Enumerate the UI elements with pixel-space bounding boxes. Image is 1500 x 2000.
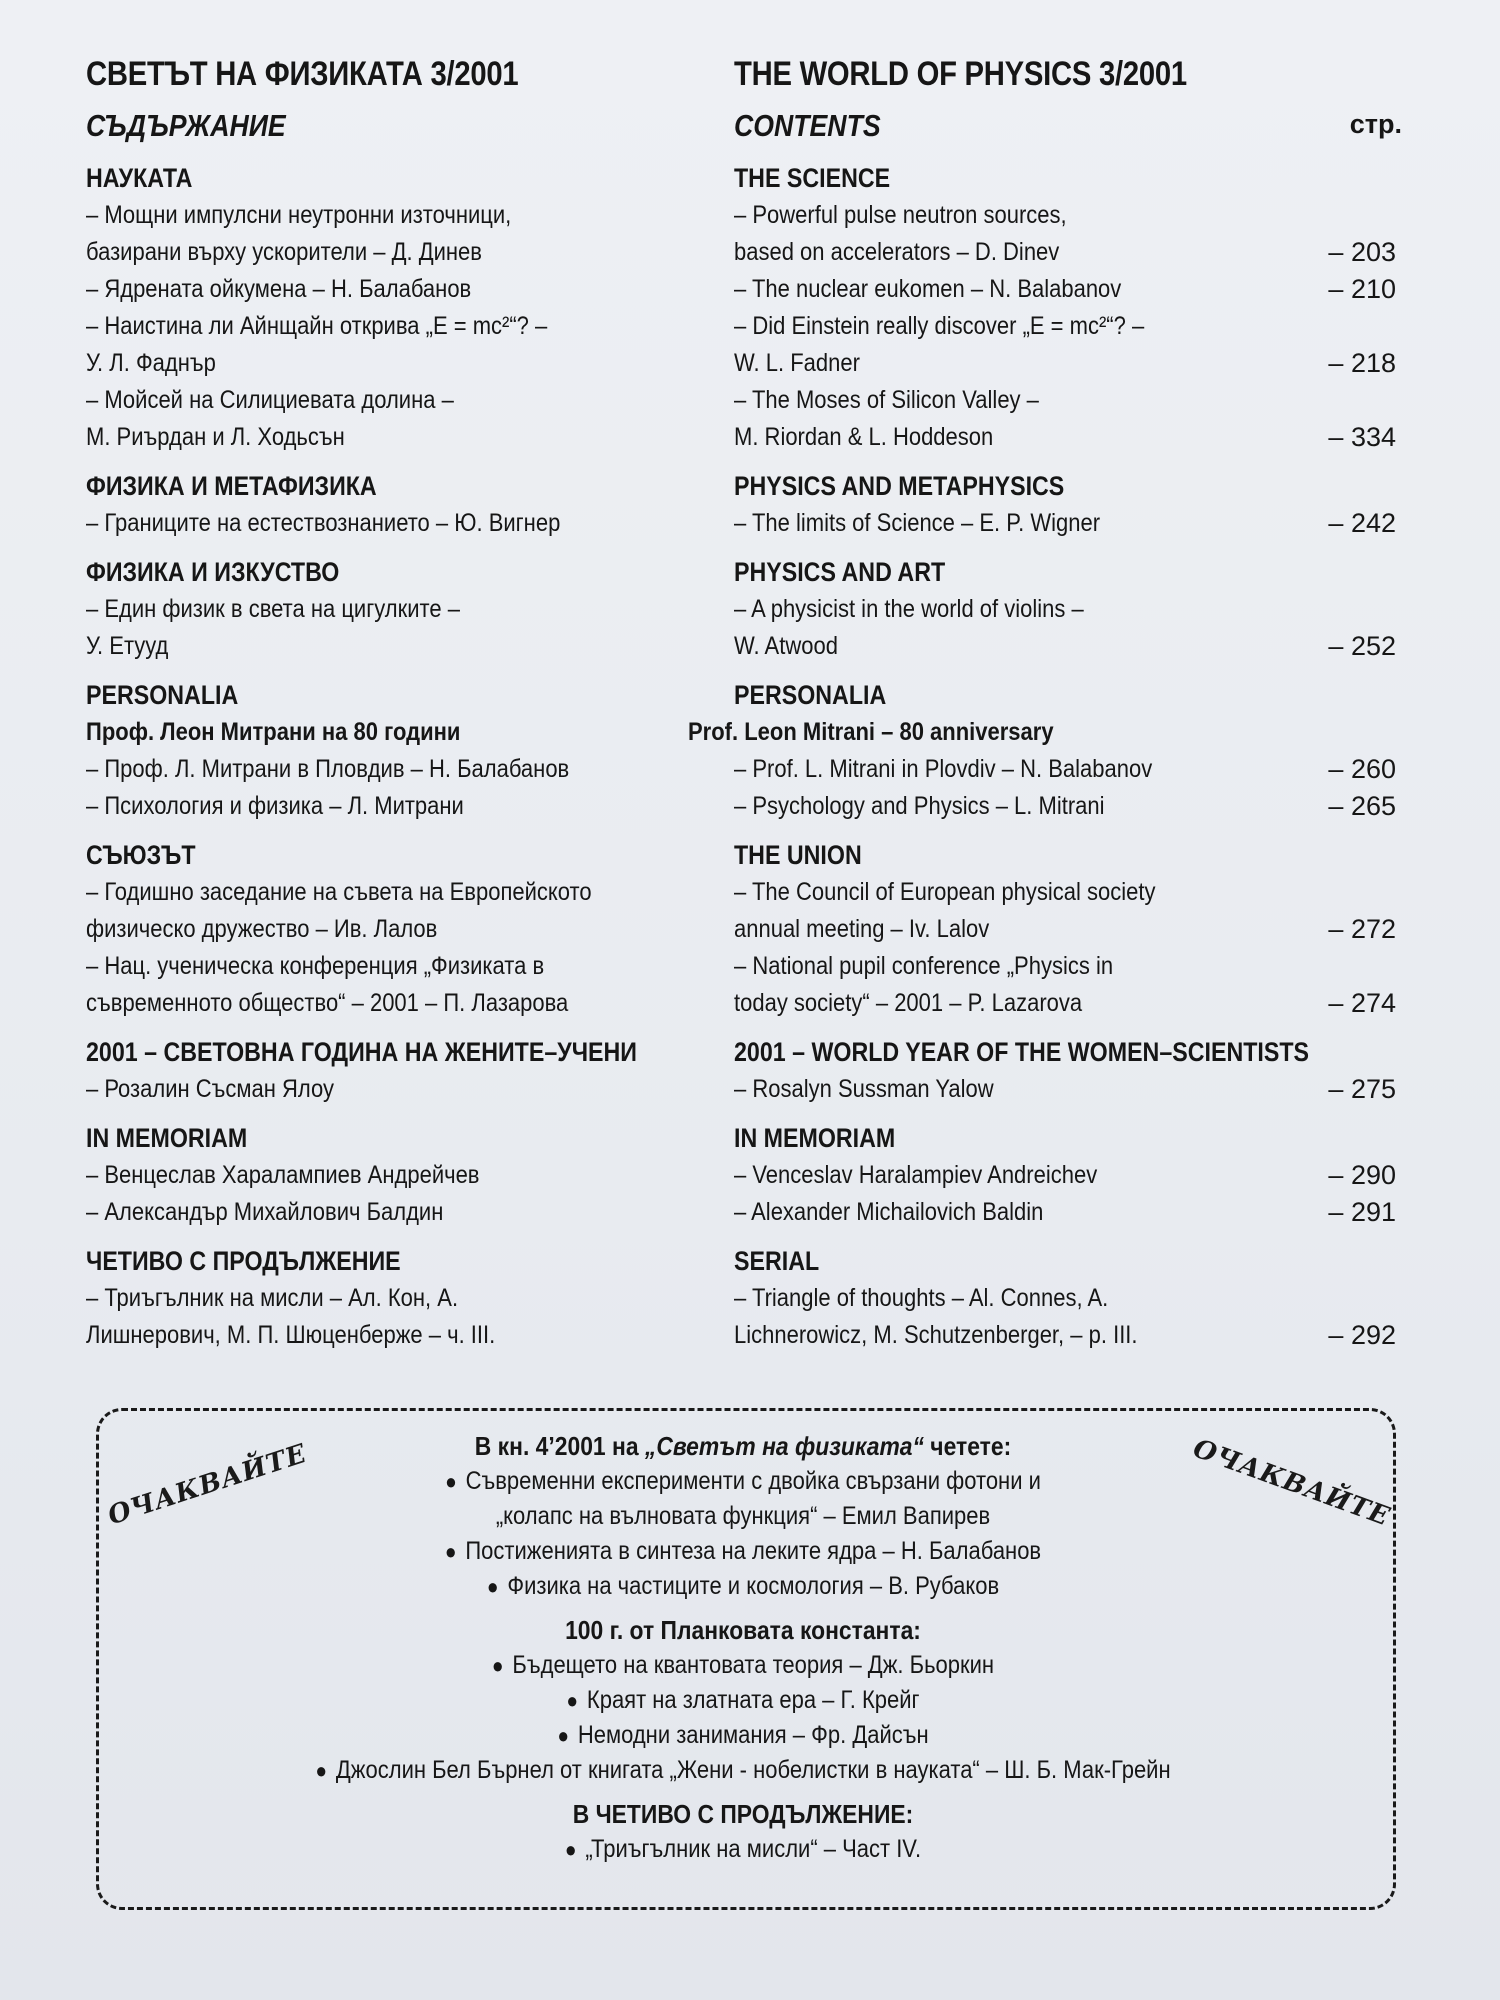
en-entry-line: – Alexander Michailovich Baldin (734, 1198, 1044, 1226)
announcement-item: ● Краят на златната ера – Г. Крейг (174, 1683, 1313, 1718)
announcement-list-2 (96, 1648, 1390, 1788)
en-entry-line: – The limits of Science – E. P. Wigner (734, 509, 1101, 537)
bg-entry-line: – Границите на естествознанието – Ю. Вигнер (86, 509, 561, 537)
bg-entry-line: – Психология и физика – Л. Митрани (86, 792, 464, 820)
en-sections (688, 160, 1404, 1354)
en-entry-line: – National pupil conference „Physics in (734, 952, 1114, 980)
page-number: – 203 (1328, 237, 1396, 267)
announcement-item: ● Джослин Бел Бърнел от книгата „Жени - нобелистки в науката“ – Ш. Б. Мак-Грейн (174, 1753, 1313, 1788)
bg-section (86, 1120, 716, 1231)
page-number: – 260 (1328, 754, 1396, 784)
page-number: – 210 (1328, 274, 1396, 304)
en-section (734, 554, 1404, 665)
en-section (734, 160, 1404, 456)
en-entry-line: W. Atwood (734, 632, 838, 660)
bg-section-heading: 2001 – СВЕТОВНА ГОДИНА НА ЖЕНИТЕ–УЧЕНИ (86, 1037, 637, 1067)
en-section (734, 1120, 1404, 1231)
bg-contents-heading: СЪДЪРЖАНИЕ (86, 108, 286, 143)
bg-entry-line: съвременното общество“ – 2001 – П. Лазарова (86, 989, 569, 1017)
announcement-heading-suffix: четете: (923, 1431, 1012, 1461)
bg-section (86, 160, 716, 456)
announcement-item: ● Физика на частиците и космология – В. Рубаков (174, 1569, 1313, 1604)
page-number: – 291 (1328, 1197, 1396, 1227)
announcement-heading-prefix: В кн. 4’2001 на (474, 1431, 645, 1461)
en-section (734, 1243, 1404, 1354)
bg-section-heading: НАУКАТА (86, 163, 193, 193)
bg-entry-line: физическо дружество – Ив. Лалов (86, 915, 438, 943)
page-number: – 275 (1328, 1074, 1396, 1104)
bg-section (86, 1243, 716, 1354)
bg-entry-line: – Наистина ли Айнщайн открива „E = mc²“? – (86, 312, 548, 340)
en-entry-line: – Venceslav Haralampiev Andreichev (734, 1161, 1098, 1189)
bg-entry-line: – Александър Михайлович Балдин (86, 1198, 444, 1226)
bg-entry-line: – Ядрената ойкумена – Н. Балабанов (86, 275, 472, 303)
en-section-heading: IN MEMORIAM (734, 1123, 896, 1153)
page-number: – 292 (1328, 1320, 1396, 1350)
announcement-heading (174, 1428, 1313, 1464)
bg-entry-line: – Мойсей на Силициевата долина – (86, 386, 454, 414)
bg-section-heading: ФИЗИКА И МЕТАФИЗИКА (86, 471, 377, 501)
page-number: – 290 (1328, 1160, 1396, 1190)
page-number: – 252 (1328, 631, 1396, 661)
bg-entry-line: – Проф. Л. Митрани в Пловдив – Н. Балабанов (86, 755, 570, 783)
bg-entry-line: – Мощни импулсни неутронни източници, (86, 201, 512, 229)
announcement-item: „колапс на вълновата функция“ – Емил Вапирев (495, 1502, 991, 1530)
en-entry-line: Lichnerowicz, M. Schutzenberger, – p. III. (734, 1321, 1138, 1349)
en-contents-row (734, 104, 1404, 148)
en-section-heading: PHYSICS AND METAPHYSICS (734, 471, 1065, 501)
announcement-item: ● Немодни занимания – Фр. Дайсън (174, 1718, 1313, 1753)
en-entry (734, 308, 1404, 382)
en-entry-line: M. Riordan & L. Hoddeson (734, 423, 994, 451)
announcement-item: ● „Триъгълник на мисли“ – Част IV. (174, 1832, 1313, 1867)
page-number: – 265 (1328, 791, 1396, 821)
en-entry (734, 1194, 1404, 1231)
en-entry-line: – A physicist in the world of violins – (734, 595, 1084, 623)
announcement-item: ● Съвременни експерименти с двойка свързани фотони и (174, 1464, 1313, 1499)
en-section (734, 1034, 1404, 1108)
en-entry (734, 1071, 1404, 1108)
bg-entry-line: М. Риърдан и Л. Ходьсън (86, 423, 345, 451)
bg-sections (86, 160, 716, 1354)
en-section (734, 468, 1404, 542)
en-entry-line: – Powerful pulse neutron sources, (734, 201, 1067, 229)
en-entry-line: – The Council of European physical society (734, 878, 1156, 906)
bg-entry-line: – Розалин Съсман Ялоу (86, 1075, 334, 1103)
announcement-list-3 (96, 1832, 1390, 1867)
en-entry-line: W. L. Fadner (734, 349, 860, 377)
en-section (688, 677, 1404, 825)
en-entry (734, 1157, 1404, 1194)
announcement-item: ● Бъдещето на квантовата теория – Дж. Бьоркин (174, 1648, 1313, 1683)
en-entry-line: today society“ – 2001 – P. Lazarova (734, 989, 1083, 1017)
announcement-list-1 (96, 1464, 1390, 1604)
bg-section (86, 468, 716, 542)
en-entry (734, 382, 1404, 456)
en-contents-heading: CONTENTS (734, 108, 881, 143)
en-entry (734, 1280, 1404, 1354)
serial-heading: В ЧЕТИВО С ПРОДЪЛЖЕНИЕ: (572, 1799, 914, 1829)
english-contents-column (688, 52, 1404, 1354)
en-section-subheading: Prof. Leon Mitrani – 80 anniversary (688, 718, 1054, 746)
bg-section (86, 677, 716, 825)
en-entry (734, 271, 1404, 308)
bg-entry-line: У. Л. Фаднър (86, 349, 216, 377)
bg-journal-title: СВЕТЪТ НА ФИЗИКАТА 3/2001 (86, 55, 519, 93)
en-section-heading: THE SCIENCE (734, 163, 891, 193)
en-section-heading: THE UNION (734, 840, 862, 870)
bg-section-heading: ЧЕТИВО С ПРОДЪЛЖЕНИЕ (86, 1246, 401, 1276)
bg-entry-line: – Венцеслав Харалампиев Андрейчев (86, 1161, 480, 1189)
bg-entry-line: – Годишно заседание на съвета на Европейското (86, 878, 592, 906)
bulgarian-contents-column (86, 52, 716, 1354)
en-entry-line: – The Moses of Silicon Valley – (734, 386, 1039, 414)
en-entry-line: – Rosalyn Sussman Yalow (734, 1075, 994, 1103)
en-entry-line: – Did Einstein really discover „E = mc²“? – (734, 312, 1145, 340)
bg-section-subheading: Проф. Леон Митрани на 80 години (86, 718, 461, 746)
en-entry-line: – Triangle of thoughts – Al. Connes, A. (734, 1284, 1109, 1312)
bg-entry-line: – Един физик в света на цигулките – (86, 595, 460, 623)
en-entry-line: annual meeting – Iv. Lalov (734, 915, 990, 943)
en-journal-title: THE WORLD OF PHYSICS 3/2001 (734, 55, 1187, 93)
page-number: – 218 (1328, 348, 1396, 378)
page-column-label: стр. (1349, 109, 1402, 139)
bg-section-heading: ФИЗИКА И ИЗКУСТВО (86, 557, 340, 587)
en-entry (734, 948, 1404, 1022)
en-entry (734, 874, 1404, 948)
en-entry (734, 788, 1404, 825)
bg-section (86, 554, 716, 665)
bg-section-heading: IN MEMORIAM (86, 1123, 248, 1153)
en-entry (734, 505, 1404, 542)
en-entry-line: – Psychology and Physics – L. Mitrani (734, 792, 1105, 820)
bg-entry-line: У. Етууд (86, 632, 169, 660)
en-entry-line: – The nuclear eukomen – N. Balabanov (734, 275, 1122, 303)
en-entry-line: – Prof. L. Mitrani in Plovdiv – N. Balabanov (734, 755, 1153, 783)
bg-section (86, 837, 716, 1022)
page-number: – 242 (1328, 508, 1396, 538)
en-section-heading: 2001 – WORLD YEAR OF THE WOMEN–SCIENTISTS (734, 1037, 1310, 1067)
bg-entry-line: – Нац. ученическа конференция „Физиката в (86, 952, 545, 980)
bg-entry-line: – Триъгълник на мисли – Ал. Кон, А. (86, 1284, 459, 1312)
bg-entry-line: базирани върху ускорители – Д. Динев (86, 238, 482, 266)
planck-heading: 100 г. от Планковата константа: (565, 1615, 921, 1645)
stamp-expect-left: ОЧАКВАЙТЕ (104, 1438, 311, 1532)
en-section-heading: SERIAL (734, 1246, 820, 1276)
bg-section-heading: PERSONALIA (86, 680, 239, 710)
page-number: – 272 (1328, 914, 1396, 944)
en-entry-line: based on accelerators – D. Dinev (734, 238, 1060, 266)
en-section (734, 837, 1404, 1022)
en-entry (734, 591, 1404, 665)
announcement-content (96, 1428, 1390, 1867)
en-section-heading: PERSONALIA (734, 680, 887, 710)
announcement-item: ● Постиженията в синтеза на леките ядра – Н. Балабанов (174, 1534, 1313, 1569)
page-number: – 334 (1328, 422, 1396, 452)
en-section-heading: PHYSICS AND ART (734, 557, 946, 587)
en-entry (734, 751, 1404, 788)
page-number: – 274 (1328, 988, 1396, 1018)
bg-section (86, 1034, 716, 1108)
announcement-heading-journal: „Светът на физиката“ (644, 1431, 924, 1461)
bg-contents-row (86, 104, 716, 148)
en-entry (734, 197, 1404, 271)
bg-section-heading: СЪЮЗЪТ (86, 840, 196, 870)
bg-entry-line: Лишнерович, М. П. Шюценберже – ч. III. (86, 1321, 496, 1349)
stamp-expect-right: ОЧАКВАЙТЕ (1189, 1433, 1394, 1533)
